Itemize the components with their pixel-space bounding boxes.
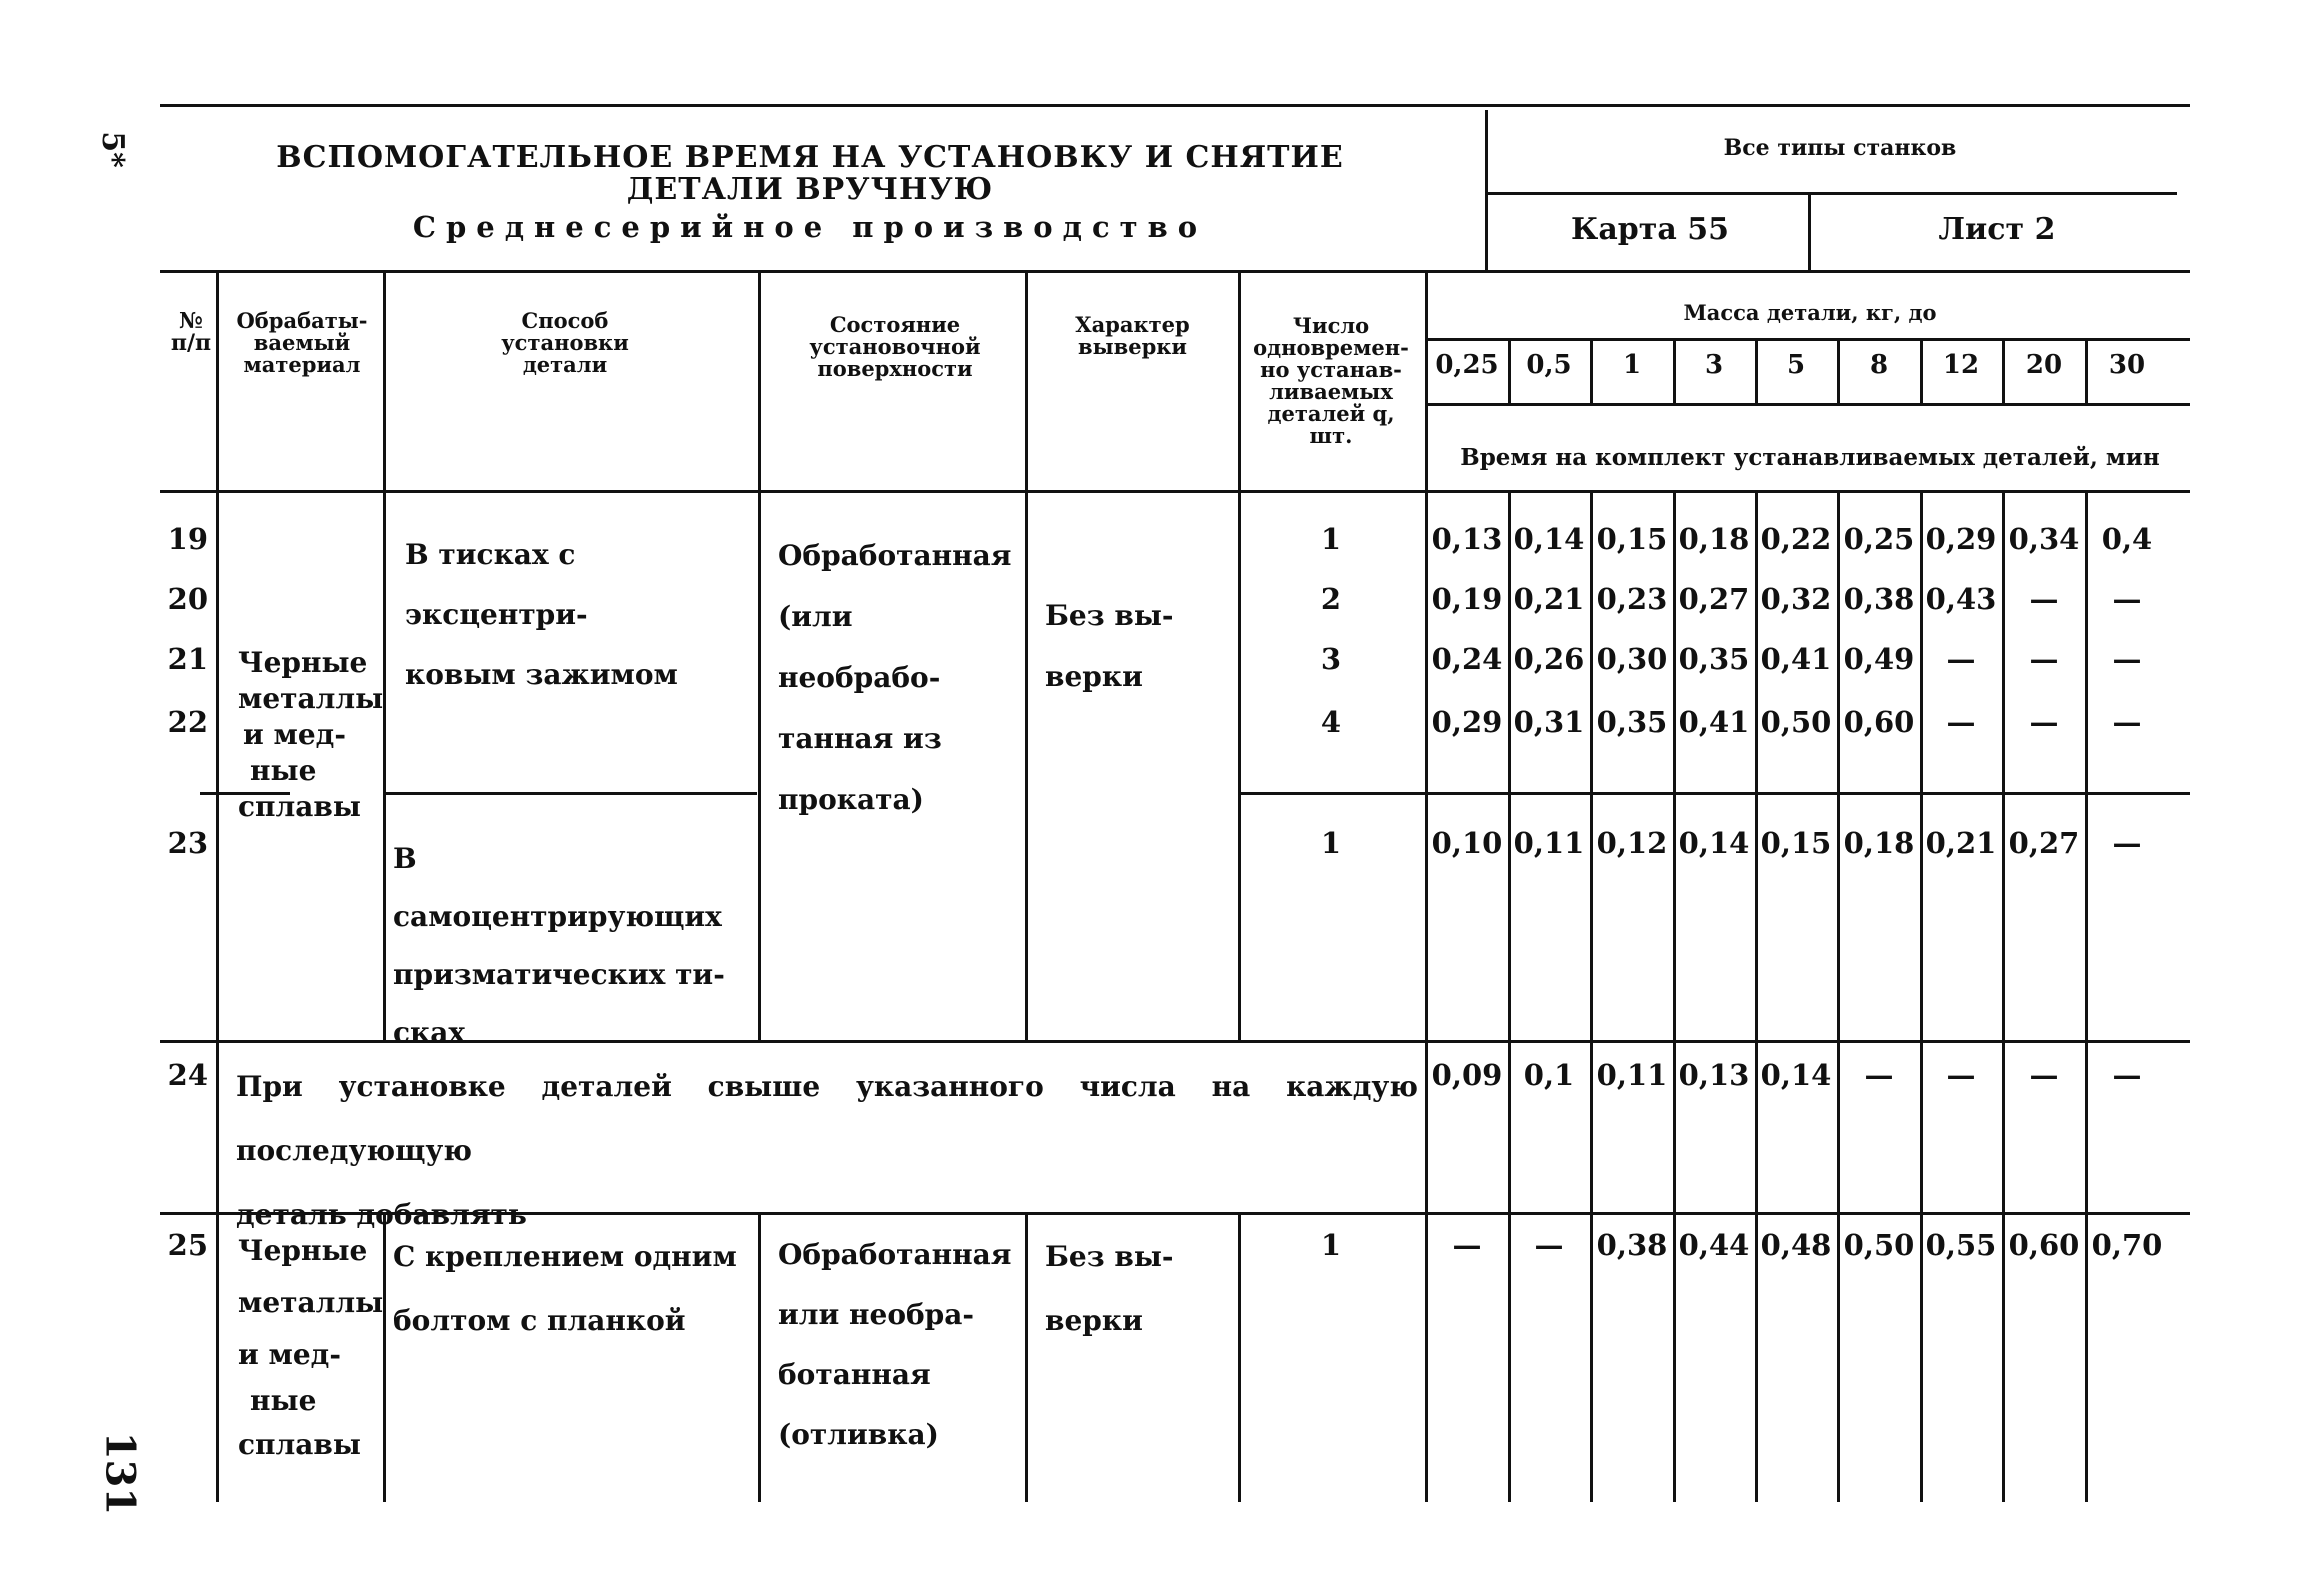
row-24-value: — — [1946, 1058, 1976, 1092]
machines-label: Все типы станков — [1723, 135, 1957, 161]
row-21-value: 0,49 — [1843, 642, 1915, 676]
row25-method — [393, 1225, 753, 1353]
row-21-value: — — [1946, 642, 1976, 676]
row-19-value: 0,14 — [1513, 522, 1585, 556]
mass-value: 0,5 — [1526, 350, 1572, 380]
header-surface: Состояние установочной поверхности — [809, 312, 981, 381]
rule-mid-c — [1240, 792, 2190, 795]
mass-value: 12 — [1942, 350, 1980, 380]
row-22-value: — — [2029, 705, 2059, 739]
row-24-value: — — [1864, 1058, 1894, 1092]
row25-number: 25 — [167, 1228, 208, 1262]
mass-value: 8 — [1869, 350, 1889, 380]
card-label: Карта 55 — [1571, 212, 1729, 247]
row-22-value: 0,41 — [1678, 705, 1750, 739]
title-line-2: ДЕТАЛИ ВРУЧНУЮ — [626, 172, 994, 207]
row-22-value: 0,31 — [1513, 705, 1585, 739]
material-line: металлы — [238, 682, 384, 715]
row-22-value: — — [2112, 705, 2142, 739]
row24-text-line1: При установке деталей свыше указанного числа на каждую последующую — [236, 1070, 1418, 1167]
material-line: Черные — [238, 646, 368, 679]
row-25-value: 0,60 — [2008, 1228, 2080, 1262]
row-25-value: 0,70 — [2091, 1228, 2163, 1262]
row25-check — [1045, 1225, 1230, 1353]
row-25-value: 0,55 — [1925, 1228, 1997, 1262]
material-line: и мед- — [238, 1338, 341, 1371]
mass-value: 3 — [1704, 350, 1724, 380]
row-23-value: 0,18 — [1843, 826, 1915, 860]
row-21-number: 21 — [167, 642, 208, 676]
material-line: ные — [250, 1384, 317, 1417]
material-block1 — [238, 645, 384, 825]
vline-material-2 — [383, 1212, 386, 1502]
row-23-value: 0,15 — [1760, 826, 1832, 860]
row-25-value: — — [1452, 1228, 1482, 1262]
material-line: сплавы — [238, 790, 361, 823]
row-20-value: 0,23 — [1596, 582, 1668, 616]
rule-mid-b — [385, 792, 757, 795]
row-19-value: 0,25 — [1843, 522, 1915, 556]
row-24-value: 0,13 — [1678, 1058, 1750, 1092]
vline-no — [216, 270, 219, 500]
sheet-label: Лист 2 — [1938, 212, 2056, 247]
vline-method-2 — [758, 1212, 761, 1502]
row-21-value: 0,30 — [1596, 642, 1668, 676]
vline-surface-2 — [1025, 1212, 1028, 1502]
header-no: № п/п — [170, 308, 212, 356]
rule-mass-top — [1425, 338, 2190, 341]
method-a — [405, 525, 755, 705]
row-22-value: 0,50 — [1760, 705, 1832, 739]
header-check: Характер выверки — [1075, 312, 1190, 359]
row24-number: 24 — [167, 1058, 208, 1092]
surface-line: (или необрабо- — [778, 600, 941, 694]
header-material: Обрабаты-ваемый материал — [236, 308, 368, 377]
row-24-value: 0,11 — [1596, 1058, 1668, 1092]
margin-mark-bottom: 131 — [96, 1431, 144, 1516]
row-19-number: 19 — [167, 522, 208, 556]
row-19-value: 0,29 — [1925, 522, 1997, 556]
row-19-count: 1 — [1320, 522, 1342, 556]
row24-text — [236, 1055, 1418, 1247]
check-block1 — [1045, 585, 1230, 707]
row-20-count: 2 — [1320, 582, 1342, 616]
rule-header-top — [160, 270, 2190, 273]
vline-no-2 — [216, 490, 219, 1040]
surface-line: проката) — [778, 783, 924, 816]
material-line: ные — [250, 754, 317, 787]
method-b — [393, 830, 753, 1062]
row-23-value: 0,21 — [1925, 826, 1997, 860]
margin-mark-top: 5* — [94, 131, 130, 168]
method-a-line: В тисках с эксцентри- — [405, 538, 588, 631]
row-21-value: — — [2029, 642, 2059, 676]
material-line: Черные — [238, 1234, 368, 1267]
row-23-value: 0,14 — [1678, 826, 1750, 860]
header-count: Число одновремен-но устанав-ливаемых деталей q, шт. — [1253, 313, 1409, 448]
row-20-value: 0,32 — [1760, 582, 1832, 616]
row-24-value: 0,09 — [1431, 1058, 1503, 1092]
method-a-line: ковым зажимом — [405, 658, 678, 691]
row-19-value: 0,18 — [1678, 522, 1750, 556]
row-24-value: 0,1 — [1523, 1058, 1575, 1092]
vline-card — [1808, 195, 1811, 272]
mass-value: 20 — [2025, 350, 2063, 380]
surface-line: танная из — [778, 722, 942, 755]
row-22-value: — — [1946, 705, 1976, 739]
row-25-value: 0,50 — [1843, 1228, 1915, 1262]
vline-method — [758, 270, 761, 1040]
row-23-value: 0,11 — [1513, 826, 1585, 860]
row-22-value: 0,29 — [1431, 705, 1503, 739]
mass-value: 30 — [2108, 350, 2146, 380]
row-23-value: 0,12 — [1596, 826, 1668, 860]
row-25-value: 0,48 — [1760, 1228, 1832, 1262]
row-22-number: 22 — [167, 705, 208, 739]
row25-surface — [778, 1225, 1023, 1465]
row-21-value: 0,35 — [1678, 642, 1750, 676]
row25-material — [238, 1225, 384, 1469]
title-block — [160, 142, 1460, 244]
row-21-value: — — [2112, 642, 2142, 676]
row-23-value: 0,27 — [2008, 826, 2080, 860]
vline-no-3 — [216, 1040, 219, 1212]
row-24-value: 0,14 — [1760, 1058, 1832, 1092]
surface-line: Обработанная — [778, 1238, 1012, 1271]
check-line: верки — [1045, 1304, 1143, 1337]
row-22-value: 0,35 — [1596, 705, 1668, 739]
mass-value: 5 — [1786, 350, 1806, 380]
header-mass: Масса детали, кг, до — [1683, 300, 1937, 325]
row-23-value: 0,10 — [1431, 826, 1503, 860]
row-19-value: 0,22 — [1760, 522, 1832, 556]
vline-no-4 — [216, 1212, 219, 1502]
surface-line: ботанная — [778, 1358, 931, 1391]
method-b-line: В самоцентрирующих — [393, 842, 722, 933]
header-method: Способ установки детали — [501, 308, 629, 377]
vline-surface — [1025, 270, 1028, 1040]
row-19-value: 0,4 — [2101, 522, 2153, 556]
rule-mass-bottom — [1425, 403, 2190, 406]
surface-block1 — [778, 525, 1023, 830]
row-19-value: 0,15 — [1596, 522, 1668, 556]
row-25-count: 1 — [1320, 1228, 1342, 1262]
vline-count — [1425, 270, 1428, 1502]
rule-info — [1485, 192, 2177, 195]
material-line: металлы — [238, 1286, 384, 1319]
vline-info — [1485, 110, 1488, 272]
row-20-value: 0,38 — [1843, 582, 1915, 616]
mass-value: 0,25 — [1435, 350, 1499, 380]
mass-value: 1 — [1622, 350, 1642, 380]
vline-material — [383, 270, 386, 1040]
row-20-value: — — [2029, 582, 2059, 616]
row-24-value: — — [2029, 1058, 2059, 1092]
surface-line: Обработанная — [778, 539, 1012, 572]
row-20-value: — — [2112, 582, 2142, 616]
row-24-value: — — [2112, 1058, 2142, 1092]
row-23-value: — — [2112, 826, 2142, 860]
check-line: Без вы- — [1045, 1240, 1174, 1273]
row-21-count: 3 — [1320, 642, 1342, 676]
vline-check-2 — [1238, 1212, 1241, 1502]
row-21-value: 0,24 — [1431, 642, 1503, 676]
check-line: Без вы- — [1045, 599, 1174, 632]
row-25-value: 0,44 — [1678, 1228, 1750, 1262]
method-b-line: сках — [393, 1016, 466, 1049]
row-20-number: 20 — [167, 582, 208, 616]
surface-line: или необра- — [778, 1298, 975, 1331]
row-23-number: 23 — [167, 826, 208, 860]
row-20-value: 0,21 — [1513, 582, 1585, 616]
row-20-value: 0,43 — [1925, 582, 1997, 616]
method-b-line: призматических ти- — [393, 958, 725, 991]
row-25-value: — — [1534, 1228, 1564, 1262]
rule-header-bottom — [160, 490, 2190, 493]
material-line: и мед- — [243, 718, 346, 751]
row-22-value: 0,60 — [1843, 705, 1915, 739]
row-21-value: 0,41 — [1760, 642, 1832, 676]
rule-top — [160, 104, 2190, 107]
row-19-value: 0,34 — [2008, 522, 2080, 556]
row-21-value: 0,26 — [1513, 642, 1585, 676]
vline-check — [1238, 270, 1241, 1040]
material-line: сплавы — [238, 1428, 361, 1461]
row24-text-line2: деталь добавлять — [236, 1198, 527, 1231]
row-20-value: 0,19 — [1431, 582, 1503, 616]
header-time: Время на комплект устанавливаемых деталей, мин — [1460, 444, 2160, 471]
surface-line: (отливка) — [778, 1418, 939, 1451]
row-19-value: 0,13 — [1431, 522, 1503, 556]
title-line-1: ВСПОМОГАТЕЛЬНОЕ ВРЕМЯ НА УСТАНОВКУ И СНЯТИЕ — [276, 140, 1344, 175]
row-22-count: 4 — [1320, 705, 1342, 739]
row-25-value: 0,38 — [1596, 1228, 1668, 1262]
method-line: болтом с планкой — [393, 1304, 686, 1337]
subtitle: Среднесерийное производство — [412, 210, 1208, 244]
check-line: верки — [1045, 660, 1143, 693]
row-20-value: 0,27 — [1678, 582, 1750, 616]
row-23-count: 1 — [1320, 826, 1342, 860]
method-line: С креплением одним — [393, 1240, 737, 1273]
